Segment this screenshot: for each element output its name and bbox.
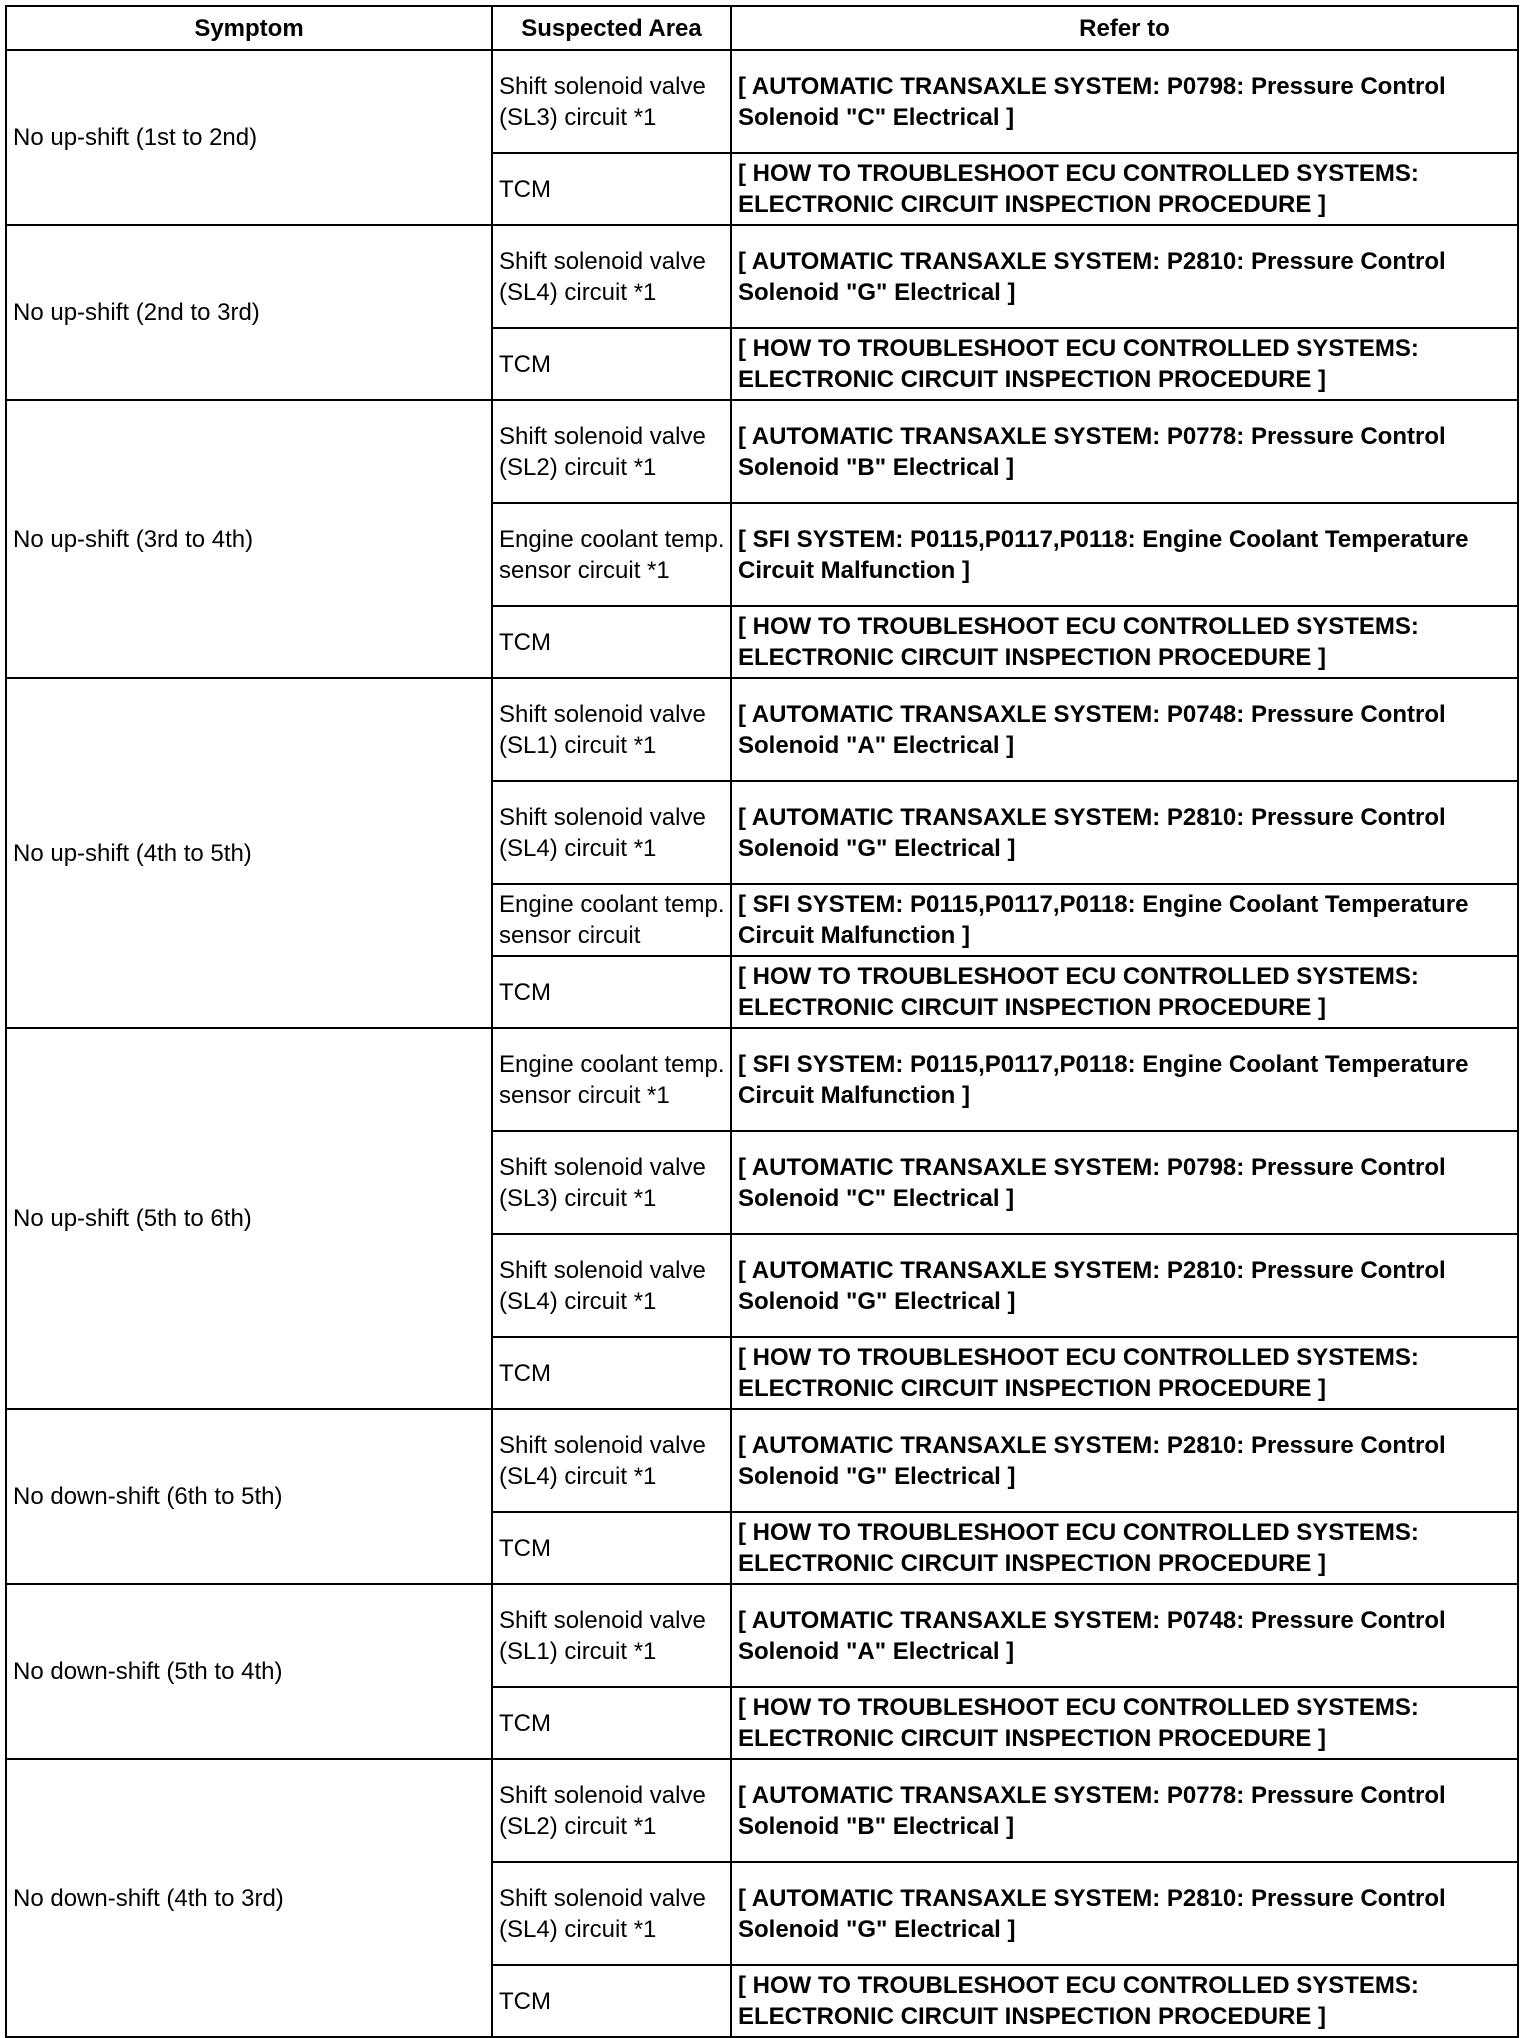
symptom-cell: No up-shift (5th to 6th) xyxy=(6,1028,492,1409)
refer-to-link[interactable]: [ AUTOMATIC TRANSAXLE SYSTEM: P0748: Pressure Control Solenoid "A" Electrical ] xyxy=(731,678,1518,781)
refer-to-link[interactable]: [ AUTOMATIC TRANSAXLE SYSTEM: P2810: Pressure Control Solenoid "G" Electrical ] xyxy=(731,225,1518,328)
header-refer-to: Refer to xyxy=(731,6,1518,50)
suspected-area-cell: Shift solenoid valve (SL3) circuit *1 xyxy=(492,1131,731,1234)
suspected-area-cell: Shift solenoid valve (SL2) circuit *1 xyxy=(492,400,731,503)
suspected-area-cell: TCM xyxy=(492,606,731,678)
refer-to-link[interactable]: [ AUTOMATIC TRANSAXLE SYSTEM: P2810: Pressure Control Solenoid "G" Electrical ] xyxy=(731,781,1518,884)
refer-to-link[interactable]: [ HOW TO TROUBLESHOOT ECU CONTROLLED SYSTEMS: ELECTRONIC CIRCUIT INSPECTION PROCEDURE ] xyxy=(731,153,1518,225)
refer-to-link[interactable]: [ HOW TO TROUBLESHOOT ECU CONTROLLED SYSTEMS: ELECTRONIC CIRCUIT INSPECTION PROCEDURE ] xyxy=(731,606,1518,678)
refer-to-link[interactable]: [ HOW TO TROUBLESHOOT ECU CONTROLLED SYSTEMS: ELECTRONIC CIRCUIT INSPECTION PROCEDURE ] xyxy=(731,1512,1518,1584)
symptom-cell: No down-shift (4th to 3rd) xyxy=(6,1759,492,2037)
suspected-area-cell: Engine coolant temp. sensor circuit *1 xyxy=(492,503,731,606)
suspected-area-cell: Engine coolant temp. sensor circuit *1 xyxy=(492,1028,731,1131)
suspected-area-cell: TCM xyxy=(492,328,731,400)
refer-to-link[interactable]: [ HOW TO TROUBLESHOOT ECU CONTROLLED SYSTEMS: ELECTRONIC CIRCUIT INSPECTION PROCEDURE ] xyxy=(731,956,1518,1028)
refer-to-link[interactable]: [ AUTOMATIC TRANSAXLE SYSTEM: P2810: Pressure Control Solenoid "G" Electrical ] xyxy=(731,1409,1518,1512)
symptom-cell: No down-shift (6th to 5th) xyxy=(6,1409,492,1584)
refer-to-link[interactable]: [ HOW TO TROUBLESHOOT ECU CONTROLLED SYSTEMS: ELECTRONIC CIRCUIT INSPECTION PROCEDURE ] xyxy=(731,1965,1518,2037)
symptom-cell: No up-shift (1st to 2nd) xyxy=(6,50,492,225)
refer-to-link[interactable]: [ SFI SYSTEM: P0115,P0117,P0118: Engine Coolant Temperature Circuit Malfunction ] xyxy=(731,884,1518,956)
suspected-area-cell: TCM xyxy=(492,956,731,1028)
symptom-cell: No up-shift (4th to 5th) xyxy=(6,678,492,1028)
refer-to-link[interactable]: [ HOW TO TROUBLESHOOT ECU CONTROLLED SYSTEMS: ELECTRONIC CIRCUIT INSPECTION PROCEDURE ] xyxy=(731,1337,1518,1409)
refer-to-link[interactable]: [ AUTOMATIC TRANSAXLE SYSTEM: P0798: Pressure Control Solenoid "C" Electrical ] xyxy=(731,50,1518,153)
refer-to-link[interactable]: [ SFI SYSTEM: P0115,P0117,P0118: Engine Coolant Temperature Circuit Malfunction ] xyxy=(731,1028,1518,1131)
suspected-area-cell: Shift solenoid valve (SL4) circuit *1 xyxy=(492,1862,731,1965)
suspected-area-cell: TCM xyxy=(492,1337,731,1409)
suspected-area-cell: Shift solenoid valve (SL4) circuit *1 xyxy=(492,781,731,884)
refer-to-link[interactable]: [ AUTOMATIC TRANSAXLE SYSTEM: P0748: Pressure Control Solenoid "A" Electrical ] xyxy=(731,1584,1518,1687)
table-row xyxy=(6,1584,1518,1687)
table-row xyxy=(6,1028,1518,1131)
suspected-area-cell: TCM xyxy=(492,153,731,225)
suspected-area-cell: Shift solenoid valve (SL1) circuit *1 xyxy=(492,1584,731,1687)
refer-to-link[interactable]: [ HOW TO TROUBLESHOOT ECU CONTROLLED SYSTEMS: ELECTRONIC CIRCUIT INSPECTION PROCEDURE ] xyxy=(731,1687,1518,1759)
header-suspected-area: Suspected Area xyxy=(492,6,731,50)
table-header xyxy=(6,6,1518,50)
header-symptom: Symptom xyxy=(6,6,492,50)
refer-to-link[interactable]: [ AUTOMATIC TRANSAXLE SYSTEM: P0798: Pressure Control Solenoid "C" Electrical ] xyxy=(731,1131,1518,1234)
table-row xyxy=(6,678,1518,781)
table-row xyxy=(6,1759,1518,1862)
suspected-area-cell: TCM xyxy=(492,1965,731,2037)
refer-to-link[interactable]: [ SFI SYSTEM: P0115,P0117,P0118: Engine Coolant Temperature Circuit Malfunction ] xyxy=(731,503,1518,606)
suspected-area-cell: Shift solenoid valve (SL4) circuit *1 xyxy=(492,225,731,328)
table-row xyxy=(6,400,1518,503)
suspected-area-cell: Shift solenoid valve (SL1) circuit *1 xyxy=(492,678,731,781)
refer-to-link[interactable]: [ AUTOMATIC TRANSAXLE SYSTEM: P2810: Pressure Control Solenoid "G" Electrical ] xyxy=(731,1862,1518,1965)
table-row xyxy=(6,50,1518,153)
table-body xyxy=(6,50,1518,2037)
suspected-area-cell: TCM xyxy=(492,1687,731,1759)
suspected-area-cell: Shift solenoid valve (SL3) circuit *1 xyxy=(492,50,731,153)
refer-to-link[interactable]: [ AUTOMATIC TRANSAXLE SYSTEM: P0778: Pressure Control Solenoid "B" Electrical ] xyxy=(731,1759,1518,1862)
header-row xyxy=(6,6,1518,50)
refer-to-link[interactable]: [ AUTOMATIC TRANSAXLE SYSTEM: P2810: Pressure Control Solenoid "G" Electrical ] xyxy=(731,1234,1518,1337)
refer-to-link[interactable]: [ AUTOMATIC TRANSAXLE SYSTEM: P0778: Pressure Control Solenoid "B" Electrical ] xyxy=(731,400,1518,503)
symptom-cell: No down-shift (5th to 4th) xyxy=(6,1584,492,1759)
table-row xyxy=(6,225,1518,328)
suspected-area-cell: Engine coolant temp. sensor circuit xyxy=(492,884,731,956)
symptom-cell: No up-shift (2nd to 3rd) xyxy=(6,225,492,400)
refer-to-link[interactable]: [ HOW TO TROUBLESHOOT ECU CONTROLLED SYSTEMS: ELECTRONIC CIRCUIT INSPECTION PROCEDURE ] xyxy=(731,328,1518,400)
table-row xyxy=(6,1409,1518,1512)
symptom-cell: No up-shift (3rd to 4th) xyxy=(6,400,492,678)
suspected-area-cell: Shift solenoid valve (SL2) circuit *1 xyxy=(492,1759,731,1862)
suspected-area-cell: Shift solenoid valve (SL4) circuit *1 xyxy=(492,1234,731,1337)
suspected-area-cell: TCM xyxy=(492,1512,731,1584)
troubleshooting-table xyxy=(5,5,1519,2038)
suspected-area-cell: Shift solenoid valve (SL4) circuit *1 xyxy=(492,1409,731,1512)
